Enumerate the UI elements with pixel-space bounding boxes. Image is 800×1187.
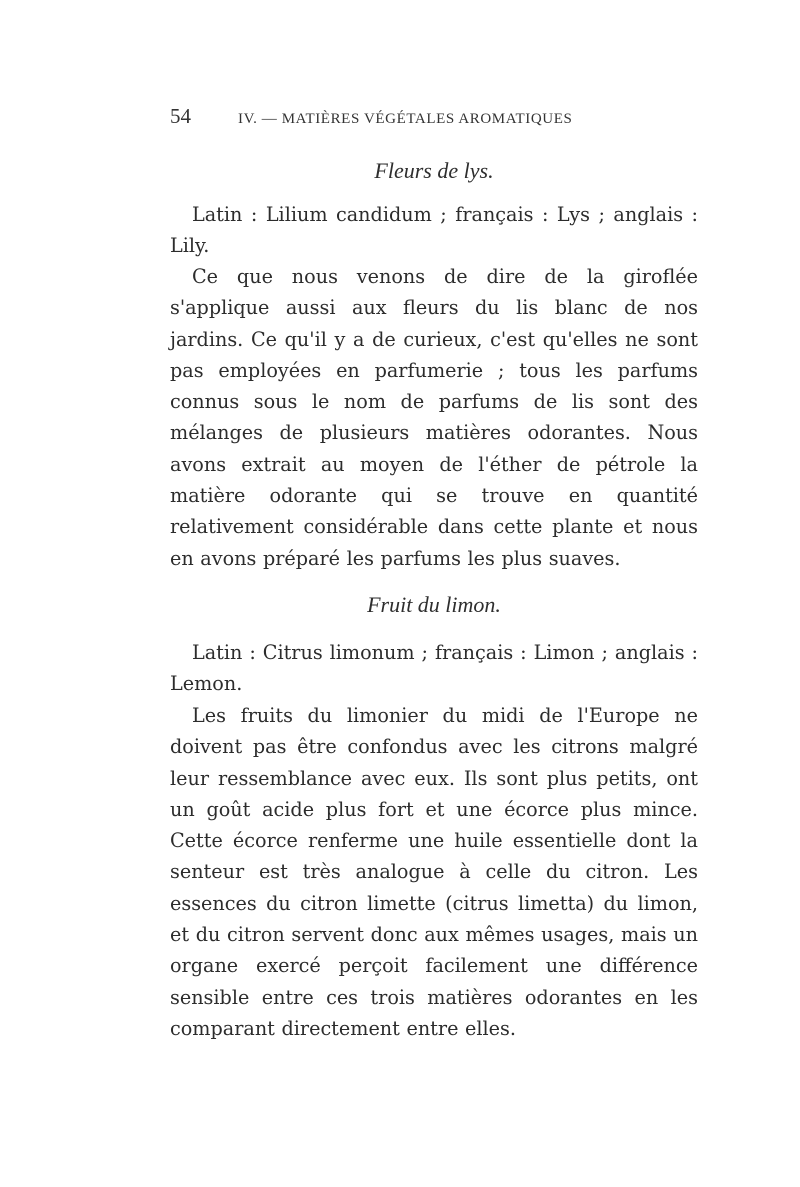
paragraph-limon-description bbox=[170, 700, 698, 1044]
paragraph-text: Latin : Lilium candidum ; français : Lys ; anglais : Lily. bbox=[170, 203, 698, 258]
paragraph-lys-description bbox=[170, 261, 698, 574]
section-title-lys: Fleurs de lys. bbox=[374, 158, 494, 183]
paragraph-limon-names bbox=[170, 637, 698, 700]
paragraph-text: Latin : Citrus limonum ; français : Limon ; anglais : Lemon. bbox=[170, 641, 698, 696]
paragraph-lys-names bbox=[170, 199, 698, 262]
paragraph-text: Les fruits du limonier du midi de l'Europe ne doivent pas être confondus avec les citrons malgré leur ressemblance avec eux. Ils sont plus petits, ont un goût acide plus fort et une écorce plus mince. Cette écorce renferme une huile essentielle dont la senteur est très analogue à celle du citron. Les essences du citron limette (citrus limetta) du limon, et du citron servent donc aux mêmes usages, mais un organe exercé perçoit facilement une différence sensible entre ces trois matières odorantes en les comparant directement entre elles. bbox=[170, 704, 698, 1040]
section-title-limon: Fruit du limon. bbox=[367, 592, 501, 617]
page-number: 54 bbox=[170, 104, 191, 128]
paragraph-text: Ce que nous venons de dire de la giroflée s'applique aussi aux fleurs du lis blanc de nos jardins. Ce qu'il y a de curieux, c'est qu'elles ne sont pas employées en parfumerie ; tous les parfums connus sous le nom de parfums de lis sont des mélanges de plusieurs matières odorantes. Nous avons extrait au moyen de l'éther de pétrole la matière odorante qui se trouve en quantité relativement considérable dans cette plante et nous en avons préparé les parfums les plus suaves. bbox=[170, 265, 698, 570]
running-title: IV. — MATIÈRES VÉGÉTALES AROMATIQUES bbox=[238, 111, 573, 127]
running-head bbox=[170, 104, 630, 130]
